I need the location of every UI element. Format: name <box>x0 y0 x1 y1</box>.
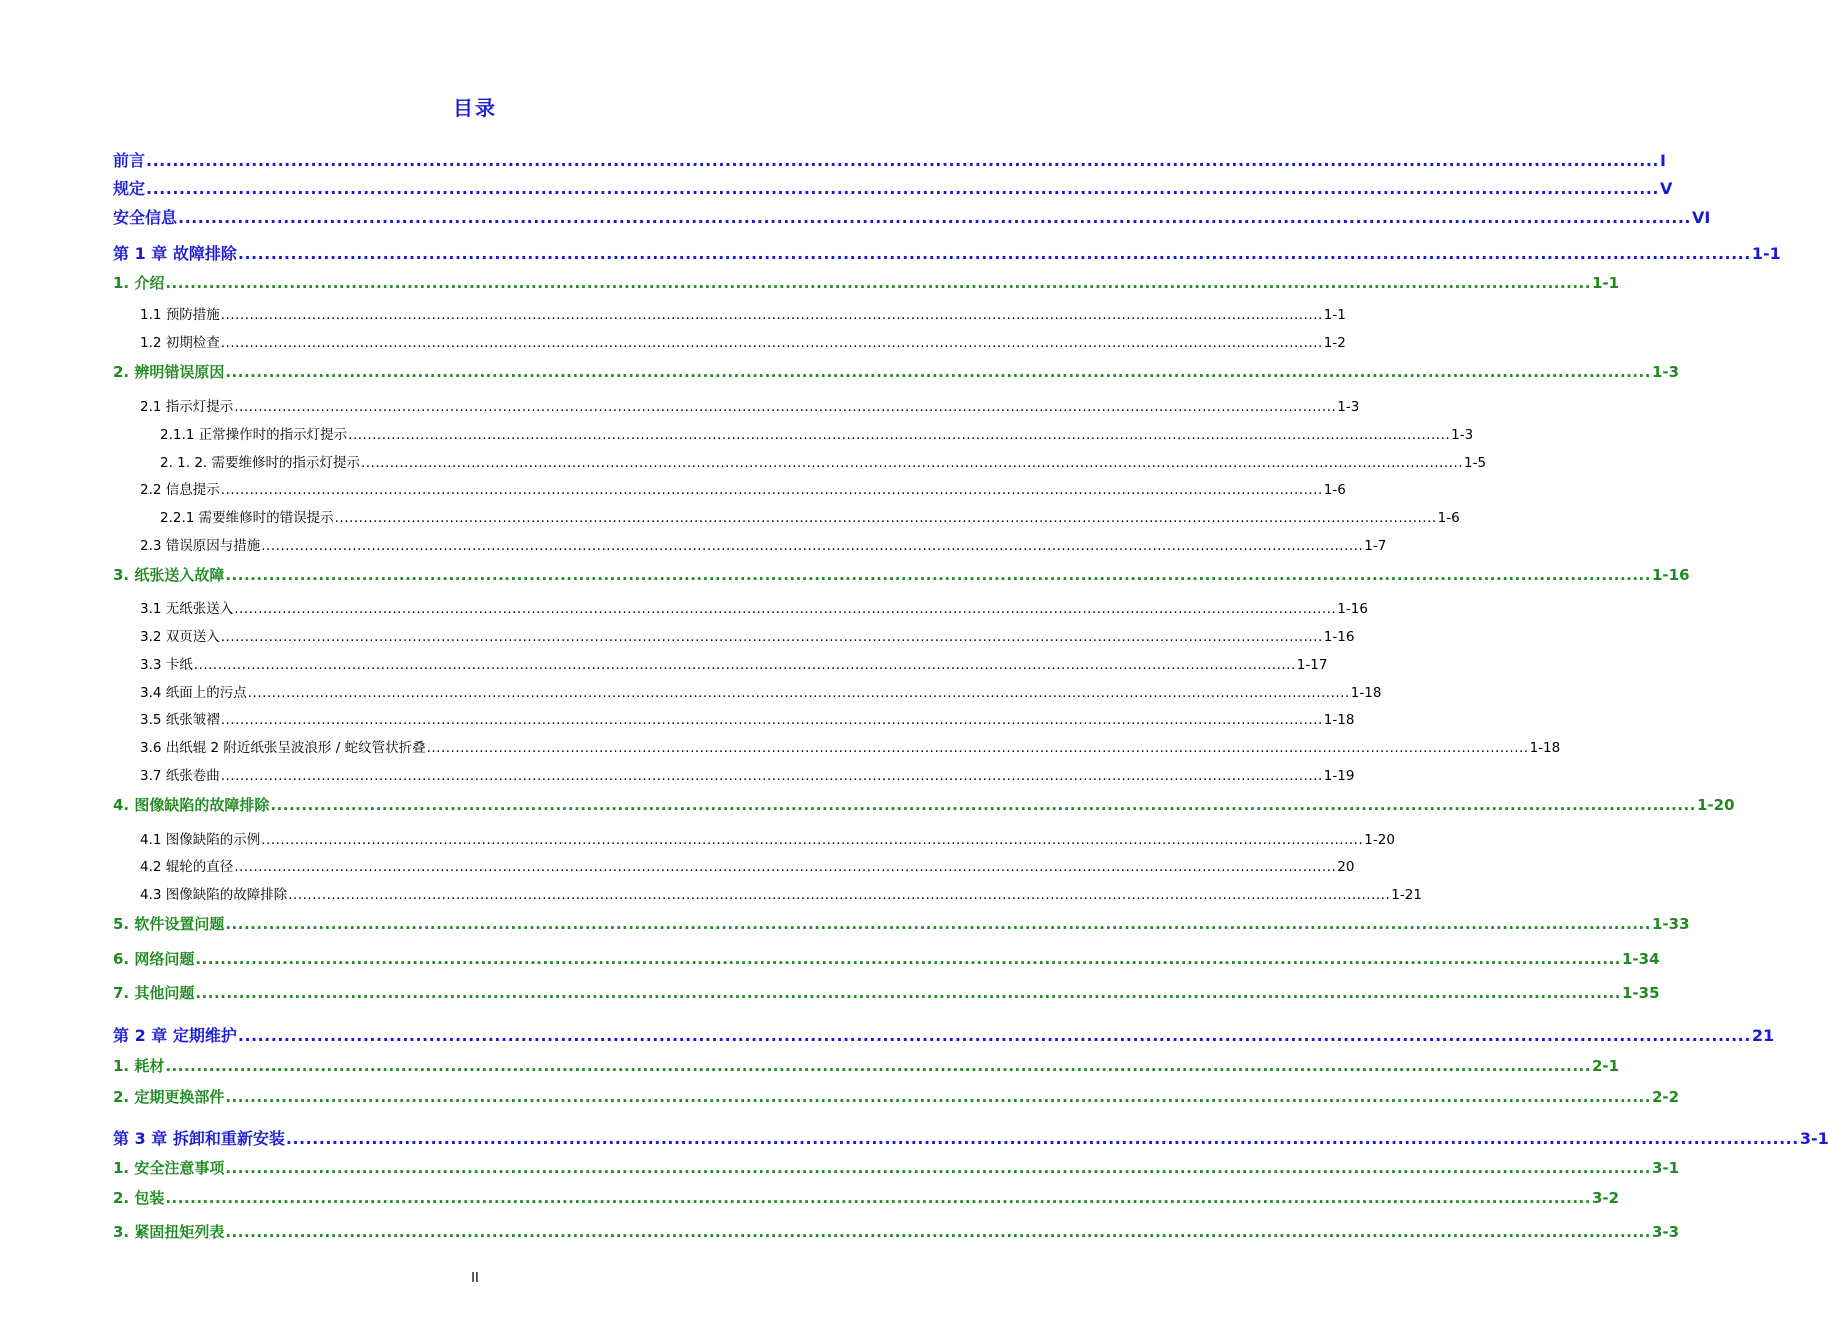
toc-leader-dots: ...................................................................................................................................................................................................................................... <box>237 244 1751 263</box>
toc-leader-dots: ...................................................................................................................................................................................................................................... <box>165 1057 1591 1075</box>
toc-entry-page: 20 <box>1337 859 1355 875</box>
toc-entry[interactable] <box>140 395 1360 415</box>
toc-entry-page: 1-3 <box>1651 363 1680 381</box>
toc-entry[interactable] <box>113 176 1673 199</box>
toc-entry-page: 1-1 <box>1751 244 1781 263</box>
toc-entry-label: 2.1.1 正常操作时的指示灯提示 <box>160 427 348 443</box>
toc-entry[interactable] <box>140 653 1328 673</box>
toc-entry-page: 1-17 <box>1296 657 1328 673</box>
toc-leader-dots: ...................................................................................................................................................................................................................................... <box>261 538 1364 554</box>
toc-entry-label: 1. 介绍 <box>113 274 165 292</box>
toc-entry-label: 3. 纸张送入故障 <box>113 566 225 584</box>
toc-entry[interactable] <box>160 506 1460 526</box>
toc-entry[interactable] <box>140 597 1368 617</box>
toc-entry[interactable] <box>113 982 1660 1003</box>
toc-entry-label: 3.1 无纸张送入 <box>140 601 234 617</box>
toc-entry-label: 3.3 卡纸 <box>140 657 193 673</box>
page-number: II <box>471 1271 479 1286</box>
toc-entry[interactable] <box>140 736 1561 756</box>
toc-entry[interactable] <box>113 361 1680 382</box>
toc-entry-label: 第 1 章 故障排除 <box>113 244 237 263</box>
toc-entry[interactable] <box>140 883 1422 903</box>
page-title: 目录 <box>453 96 497 120</box>
toc-entry[interactable] <box>140 828 1395 848</box>
toc-entry-page: 1-21 <box>1391 887 1422 903</box>
toc-entry-page: 1-6 <box>1437 510 1460 526</box>
toc-entry[interactable] <box>113 1055 1620 1076</box>
toc-leader-dots: ...................................................................................................................................................................................................................................... <box>220 768 1323 784</box>
toc-leader-dots: ...................................................................................................................................................................................................................................... <box>195 984 1621 1002</box>
toc-entry-page: 1-5 <box>1464 455 1487 471</box>
toc-entry-page: 2-2 <box>1651 1088 1680 1106</box>
toc-entry-page: 1-16 <box>1651 566 1690 584</box>
toc-entry[interactable] <box>113 1086 1680 1107</box>
toc-leader-dots: ...................................................................................................................................................................................................................................... <box>220 307 1323 323</box>
toc-entry[interactable] <box>113 1221 1680 1242</box>
toc-entry-page: 21 <box>1751 1026 1775 1045</box>
toc-entry-label: 规定 <box>113 179 146 198</box>
toc-leader-dots: ...................................................................................................................................................................................................................................... <box>234 601 1337 617</box>
toc-entry-label: 2. 包装 <box>113 1189 165 1207</box>
toc-entry-label: 2. 定期更换部件 <box>113 1088 225 1106</box>
toc-leader-dots: ...................................................................................................................................................................................................................................... <box>178 208 1691 227</box>
toc-entry-page: 1-16 <box>1323 629 1355 645</box>
toc-entry-page: 1-3 <box>1337 399 1360 415</box>
toc-leader-dots: ...................................................................................................................................................................................................................................... <box>225 566 1651 584</box>
toc-entry-label: 2. 1. 2. 需要维修时的指示灯提示 <box>160 455 361 471</box>
toc-entry-label: 4.1 图像缺陷的示例 <box>140 832 261 848</box>
toc-entry[interactable] <box>113 913 1690 934</box>
toc-leader-dots: ...................................................................................................................................................................................................................................... <box>220 482 1323 498</box>
toc-entry[interactable] <box>160 451 1487 471</box>
toc-entry-page: 1-2 <box>1323 335 1346 351</box>
toc-entry[interactable] <box>140 855 1355 875</box>
toc-entry[interactable] <box>140 303 1346 323</box>
toc-entry-page: VI <box>1691 208 1711 227</box>
toc-leader-dots: ...................................................................................................................................................................................................................................... <box>261 832 1364 848</box>
toc-entry-page: 1-35 <box>1621 984 1660 1002</box>
toc-leader-dots: ...................................................................................................................................................................................................................................... <box>285 1129 1799 1148</box>
toc-entry-label: 3.5 纸张皱褶 <box>140 712 220 728</box>
toc-entry-label: 2.1 指示灯提示 <box>140 399 234 415</box>
toc-entry[interactable] <box>113 1023 1775 1046</box>
toc-entry[interactable] <box>113 1157 1680 1178</box>
toc-leader-dots: ...................................................................................................................................................................................................................................... <box>361 455 1464 471</box>
toc-leader-dots: ...................................................................................................................................................................................................................................... <box>220 335 1323 351</box>
toc-entry-label: 3. 紧固扭矩列表 <box>113 1223 225 1241</box>
toc-entry-label: 2.3 错误原因与措施 <box>140 538 261 554</box>
toc-entry-label: 4. 图像缺陷的故障排除 <box>113 796 270 814</box>
toc-leader-dots: ...................................................................................................................................................................................................................................... <box>225 1223 1651 1241</box>
toc-leader-dots: ...................................................................................................................................................................................................................................... <box>426 740 1529 756</box>
toc-entry[interactable] <box>113 241 1781 264</box>
toc-leader-dots: ...................................................................................................................................................................................................................................... <box>247 685 1350 701</box>
toc-entry-page: 3-2 <box>1591 1189 1620 1207</box>
toc-entry[interactable] <box>140 764 1355 784</box>
toc-leader-dots: ...................................................................................................................................................................................................................................... <box>270 796 1696 814</box>
toc-leader-dots: ...................................................................................................................................................................................................................................... <box>146 179 1659 198</box>
toc-leader-dots: ...................................................................................................................................................................................................................................... <box>334 510 1437 526</box>
toc-entry-page: 1-1 <box>1591 274 1620 292</box>
toc-entry-page: 1-18 <box>1350 685 1382 701</box>
toc-leader-dots: ...................................................................................................................................................................................................................................... <box>193 657 1296 673</box>
toc-entry-page: 3-3 <box>1651 1223 1680 1241</box>
toc-leader-dots: ...................................................................................................................................................................................................................................... <box>165 1189 1591 1207</box>
toc-entry-label: 第 3 章 拆卸和重新安装 <box>113 1129 285 1148</box>
toc-leader-dots: ...................................................................................................................................................................................................................................... <box>165 274 1591 292</box>
toc-leader-dots: ...................................................................................................................................................................................................................................... <box>234 859 1337 875</box>
toc-entry-page: 1-33 <box>1651 915 1690 933</box>
toc-entry[interactable] <box>113 794 1735 815</box>
toc-leader-dots: ...................................................................................................................................................................................................................................... <box>225 915 1651 933</box>
toc-leader-dots: ...................................................................................................................................................................................................................................... <box>225 1159 1651 1177</box>
toc-entry-label: 3.7 纸张卷曲 <box>140 768 220 784</box>
toc-leader-dots: ...................................................................................................................................................................................................................................... <box>237 1026 1751 1045</box>
toc-entry-label: 1. 耗材 <box>113 1057 165 1075</box>
toc-leader-dots: ...................................................................................................................................................................................................................................... <box>146 151 1659 170</box>
toc-leader-dots: ...................................................................................................................................................................................................................................... <box>348 427 1451 443</box>
toc-entry-page: V <box>1659 179 1673 198</box>
toc-leader-dots: ...................................................................................................................................................................................................................................... <box>220 629 1323 645</box>
toc-leader-dots: ...................................................................................................................................................................................................................................... <box>225 1088 1651 1106</box>
toc-entry[interactable] <box>113 948 1660 969</box>
toc-entry-label: 安全信息 <box>113 208 178 227</box>
toc-entry-label: 2.2.1 需要维修时的错误提示 <box>160 510 334 526</box>
toc-entry-page: 1-34 <box>1621 950 1660 968</box>
toc-entry[interactable] <box>140 478 1346 498</box>
toc-entry-label: 4.2 辊轮的直径 <box>140 859 234 875</box>
toc-entry-page: 1-18 <box>1529 740 1561 756</box>
toc-entry-page: 1-6 <box>1323 482 1346 498</box>
toc-entry-label: 第 2 章 定期维护 <box>113 1026 237 1045</box>
toc-entry[interactable] <box>113 1187 1620 1208</box>
toc-entry-page: 3-1 <box>1799 1129 1829 1148</box>
toc-entry-label: 4.3 图像缺陷的故障排除 <box>140 887 288 903</box>
toc-entry-page: 1-3 <box>1451 427 1474 443</box>
toc-entry[interactable] <box>140 331 1346 351</box>
toc-entry-label: 6. 网络问题 <box>113 950 195 968</box>
toc-entry[interactable] <box>140 708 1355 728</box>
toc-entry[interactable] <box>113 205 1711 228</box>
toc-entry-label: 前言 <box>113 151 146 170</box>
toc-entry-page: 3-1 <box>1651 1159 1680 1177</box>
toc-entry-label: 3.4 纸面上的污点 <box>140 685 247 701</box>
toc-entry-page: 1-1 <box>1323 307 1346 323</box>
toc-entry-page: 1-20 <box>1696 796 1735 814</box>
toc-leader-dots: ...................................................................................................................................................................................................................................... <box>234 399 1337 415</box>
toc-entry[interactable] <box>140 681 1382 701</box>
toc-entry-page: 1-20 <box>1364 832 1395 848</box>
toc-entry-page: 1-19 <box>1323 768 1355 784</box>
toc-entry-label: 2. 辨明错误原因 <box>113 363 225 381</box>
toc-entry-label: 1.1 预防措施 <box>140 307 220 323</box>
toc-entry[interactable] <box>113 272 1620 293</box>
toc-entry-label: 7. 其他问题 <box>113 984 195 1002</box>
toc-entry[interactable] <box>113 564 1690 585</box>
toc-entry[interactable] <box>113 1126 1829 1149</box>
toc-entry[interactable] <box>140 625 1355 645</box>
toc-entry-page: 1-16 <box>1337 601 1368 617</box>
toc-leader-dots: ...................................................................................................................................................................................................................................... <box>288 887 1391 903</box>
toc-entry-page: 1-18 <box>1323 712 1355 728</box>
toc-entry-label: 3.6 出纸辊 2 附近纸张呈波浪形 / 蛇纹管状折叠 <box>140 740 426 756</box>
toc-entry-label: 1.2 初期检查 <box>140 335 220 351</box>
toc-entry-label: 5. 软件设置问题 <box>113 915 225 933</box>
toc-leader-dots: ...................................................................................................................................................................................................................................... <box>225 363 1651 381</box>
toc-entry-label: 3.2 双页送入 <box>140 629 220 645</box>
toc-leader-dots: ...................................................................................................................................................................................................................................... <box>195 950 1621 968</box>
toc-entry-page: I <box>1659 151 1666 170</box>
toc-entry[interactable] <box>113 148 1666 171</box>
toc-entry-label: 1. 安全注意事项 <box>113 1159 225 1177</box>
toc-entry-page: 1-7 <box>1364 538 1387 554</box>
toc-entry[interactable] <box>140 534 1387 554</box>
toc-entry[interactable] <box>160 423 1474 443</box>
toc-entry-label: 2.2 信息提示 <box>140 482 220 498</box>
toc-leader-dots: ...................................................................................................................................................................................................................................... <box>220 712 1323 728</box>
toc-entry-page: 2-1 <box>1591 1057 1620 1075</box>
